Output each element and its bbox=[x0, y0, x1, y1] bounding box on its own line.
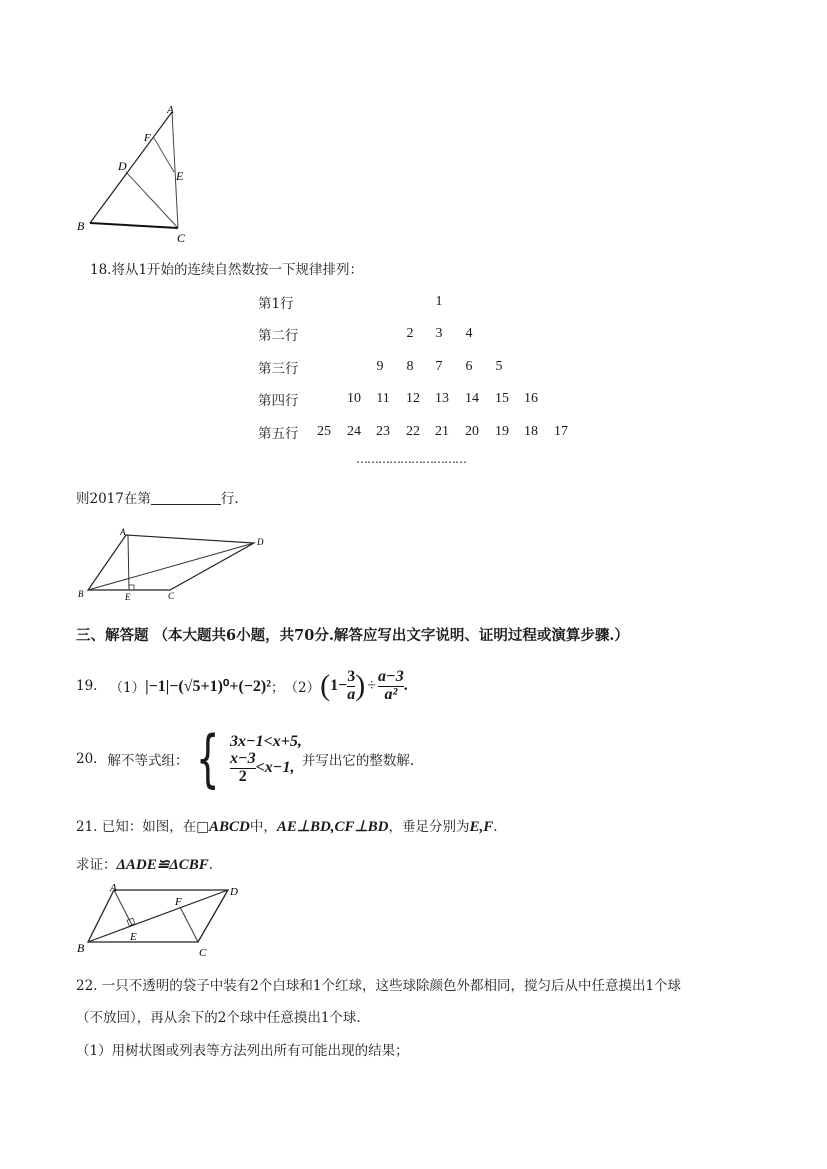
frac-den: a² bbox=[384, 685, 398, 703]
frac-num: 3 bbox=[347, 667, 356, 685]
inequality-2-rest: <x−1, bbox=[255, 759, 295, 776]
q18-question-after: 行. bbox=[220, 491, 239, 507]
fraction-a3-over-a2 bbox=[378, 669, 404, 704]
label-c: C bbox=[177, 231, 186, 245]
label-f: F bbox=[144, 132, 151, 144]
q20-text: 解不等式组： bbox=[107, 753, 189, 769]
row-num: 1 bbox=[435, 294, 443, 309]
row-num: 5 bbox=[495, 359, 503, 374]
label-c: C bbox=[168, 591, 175, 601]
frac-den: a bbox=[347, 685, 356, 703]
row-num: 14 bbox=[465, 391, 479, 406]
label-d: D bbox=[257, 537, 264, 547]
q19-expr1: |−1|−(√5+1)⁰+(−2)² bbox=[145, 678, 272, 695]
row-label: 第三行 bbox=[258, 361, 299, 377]
row-num: 20 bbox=[465, 424, 479, 439]
row-label: 第二行 bbox=[258, 328, 299, 344]
q18-question-before: 则2017在第 bbox=[76, 491, 151, 507]
label-b: B bbox=[77, 941, 85, 955]
row-num: 2 bbox=[406, 326, 414, 341]
q21-mid: 中， bbox=[249, 819, 277, 835]
label-d: D bbox=[230, 886, 238, 898]
label-c: C bbox=[199, 947, 207, 959]
row-num: 9 bbox=[376, 359, 384, 374]
right-angle-mark bbox=[129, 585, 134, 590]
q20 bbox=[76, 724, 414, 794]
answer-blank[interactable] bbox=[151, 490, 221, 505]
q21-line1 bbox=[76, 815, 498, 836]
row-num: 7 bbox=[435, 359, 443, 374]
inequality-2 bbox=[230, 751, 302, 786]
frac-num: a−3 bbox=[378, 667, 404, 685]
parallelogram-symbol: □ bbox=[196, 819, 210, 835]
diagonal-bd bbox=[88, 543, 254, 590]
perpendicular-conditions: AE⊥BD,CF⊥BD bbox=[276, 819, 389, 835]
segment-ab bbox=[90, 112, 172, 223]
label-d: D bbox=[118, 159, 127, 173]
figure-parallelogram-1 bbox=[76, 527, 276, 603]
q19 bbox=[76, 664, 408, 708]
row-label: 第四行 bbox=[258, 393, 299, 409]
diagonal-bd bbox=[88, 890, 228, 942]
q18-question bbox=[76, 487, 239, 507]
q19-part1: （1） bbox=[109, 680, 146, 696]
q21-foot-text: ，垂足分别为 bbox=[388, 819, 470, 835]
q22-line1: 22. 一只不透明的袋子中装有2个白球和1个红球，这些球除颜色外都相同，搅匀后从中任意摸出1个球 bbox=[76, 978, 682, 994]
row-num: 4 bbox=[465, 326, 473, 341]
q18-text: 18.将从1开始的连续自然数按一下规律排列： bbox=[90, 262, 364, 278]
segment-fe bbox=[154, 138, 174, 172]
q20-tail: 并写出它的整数解. bbox=[301, 753, 415, 769]
figure-triangle-abc bbox=[70, 100, 210, 250]
q18-dots: ………………………… bbox=[356, 452, 466, 466]
q19-expr2 bbox=[320, 669, 408, 704]
row-num: 21 bbox=[435, 424, 449, 439]
q21-line1-end: . bbox=[493, 819, 498, 835]
abcd-label: ABCD bbox=[209, 819, 250, 835]
q21-prove-label: 求证： bbox=[76, 857, 117, 873]
congruence-statement: ΔADE≌ΔCBF bbox=[116, 857, 209, 873]
q22-line2: （不放回），再从余下的2个球中任意摸出1个球. bbox=[76, 1010, 361, 1026]
segment-cf bbox=[180, 907, 198, 942]
q19-part2: （2） bbox=[284, 680, 321, 696]
fraction-x3-over-2 bbox=[230, 751, 256, 786]
label-a: A bbox=[167, 104, 174, 116]
label-b: B bbox=[77, 219, 85, 233]
segment-dc bbox=[126, 172, 178, 228]
inequality-1: 3x−1<x+5, bbox=[229, 732, 302, 750]
brace: { bbox=[196, 722, 221, 795]
label-a: A bbox=[110, 882, 117, 894]
frac-num: x−3 bbox=[229, 749, 256, 767]
q19-number: 19. bbox=[76, 678, 98, 694]
q21-line2-end: . bbox=[208, 857, 214, 873]
q20-number: 20. bbox=[76, 751, 98, 767]
row-label: 第1行 bbox=[258, 296, 294, 312]
row-num: 10 bbox=[347, 391, 361, 406]
foot-points: E,F bbox=[469, 819, 494, 835]
parallelogram-abcd bbox=[88, 535, 254, 590]
figure-parallelogram-2 bbox=[72, 880, 252, 960]
row-num: 25 bbox=[317, 424, 331, 439]
q22-line3: （1）用树状图或列表等方法列出所有可能出现的结果； bbox=[76, 1043, 409, 1059]
inequality-system bbox=[230, 733, 302, 786]
row-num: 16 bbox=[524, 391, 538, 406]
height-ae bbox=[128, 535, 129, 590]
q19-end: . bbox=[403, 677, 408, 694]
row-num: 11 bbox=[376, 391, 390, 406]
row-num: 13 bbox=[435, 391, 449, 406]
row-num: 19 bbox=[495, 424, 509, 439]
row-num: 18 bbox=[524, 424, 538, 439]
row-num: 12 bbox=[406, 391, 420, 406]
label-e: E bbox=[130, 931, 137, 943]
fraction-3-over-a bbox=[347, 669, 355, 704]
label-e: E bbox=[176, 169, 184, 183]
row-num: 22 bbox=[406, 424, 420, 439]
q21-intro: 21. 已知：如图，在 bbox=[76, 819, 197, 835]
segment-bc bbox=[90, 223, 178, 228]
paren-open: ( bbox=[320, 669, 331, 702]
section-title: 三、解答题 （本大题共6小题，共70分.解答应写出文字说明、证明过程或演算步骤.） bbox=[76, 627, 629, 644]
label-e: E bbox=[125, 592, 131, 602]
row-label: 第五行 bbox=[258, 426, 299, 442]
row-num: 23 bbox=[376, 424, 390, 439]
expr2-a: 1− bbox=[330, 677, 348, 694]
row-num: 8 bbox=[406, 359, 414, 374]
row-num: 6 bbox=[465, 359, 473, 374]
label-b: B bbox=[78, 589, 84, 599]
row-num: 17 bbox=[554, 424, 568, 439]
label-f: F bbox=[175, 896, 182, 908]
paren-close: ) bbox=[355, 669, 366, 702]
divide-sign: ÷ bbox=[367, 677, 377, 694]
label-a: A bbox=[120, 527, 126, 537]
row-num: 15 bbox=[495, 391, 509, 406]
q21-line2 bbox=[76, 853, 213, 874]
row-num: 24 bbox=[347, 424, 361, 439]
frac-den: 2 bbox=[238, 767, 247, 785]
q19-separator: ； bbox=[271, 680, 285, 696]
row-num: 3 bbox=[435, 326, 443, 341]
